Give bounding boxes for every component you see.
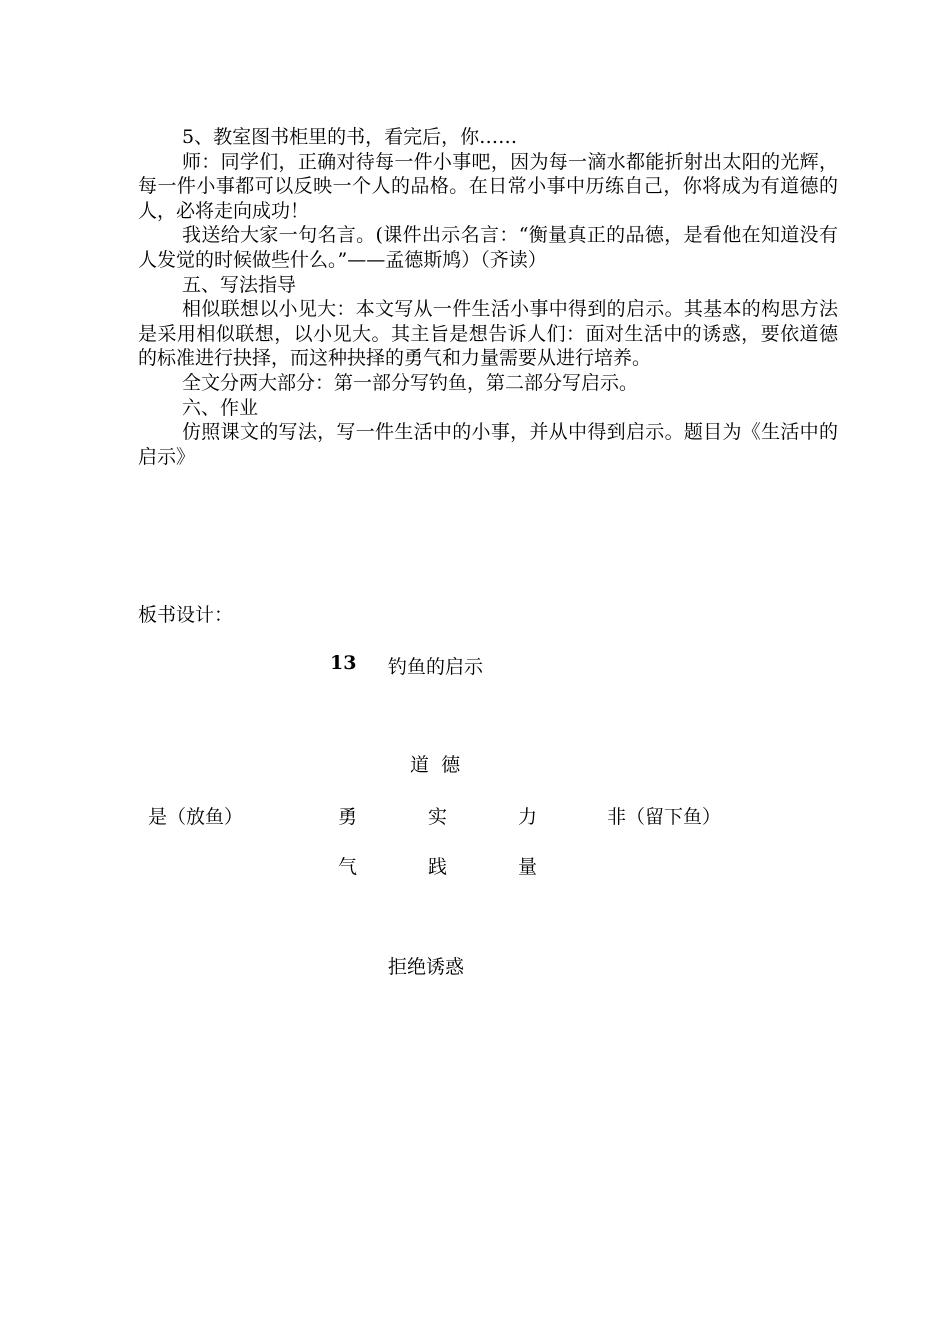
board-center-morality: 道 德 <box>410 754 461 776</box>
board-conclusion: 拒绝诱惑 <box>388 956 465 978</box>
paragraph-question-5: 5、教室图书柜里的书，看完后，你…… <box>182 126 518 148</box>
board-col2-bottom: 践 <box>428 856 448 878</box>
board-col1-bottom: 气 <box>338 856 358 878</box>
lesson-body-text <box>138 125 838 469</box>
board-right-label: 非（留下鱼） <box>607 806 722 828</box>
paragraph-structure: 全文分两大部分：第一部分写钓鱼，第二部分写启示。 <box>182 371 639 394</box>
section-heading-writing-guide: 五、写法指导 <box>182 273 297 296</box>
section-heading-homework: 六、作业 <box>182 396 259 419</box>
board-col3-bottom: 量 <box>518 856 538 878</box>
board-col1-top: 勇 <box>338 806 358 828</box>
lesson-title: 钓鱼的启示 <box>388 656 484 678</box>
paragraph-writing-guide: 相似联想以小见大：本文写从一件生活小事中得到的启示。其基本的构思方法是采用相似联想，以小见大。其主旨是想告诉人们：面对生活中的诱惑，要依道德的标准进行抉择，而这种抉择的勇气和力量需要从进行培养。 <box>138 298 838 370</box>
board-col3-top: 力 <box>518 806 538 828</box>
paragraph-teacher-remark: 师：同学们，正确对待每一件小事吧，因为每一滴水都能折射出太阳的光辉，每一件小事都可以反映一个人的品格。在日常小事中历练自己，你将成为有道德的人，必将走向成功！ <box>138 150 838 222</box>
board-col2-top: 实 <box>428 806 448 828</box>
lesson-number: 13 <box>330 652 357 674</box>
paragraph-quote: 我送给大家一句名言。(课件出示名言：“衡量真正的品德，是看他在知道没有人发觉的时候做些什么。”——孟德斯鸠）（齐读） <box>138 224 838 271</box>
board-design-heading: 板书设计： <box>138 604 234 626</box>
board-left-label: 是（放鱼） <box>148 806 244 828</box>
paragraph-homework: 仿照课文的写法，写一件生活中的小事，并从中得到启示。题目为《生活中的启示》 <box>138 421 838 468</box>
